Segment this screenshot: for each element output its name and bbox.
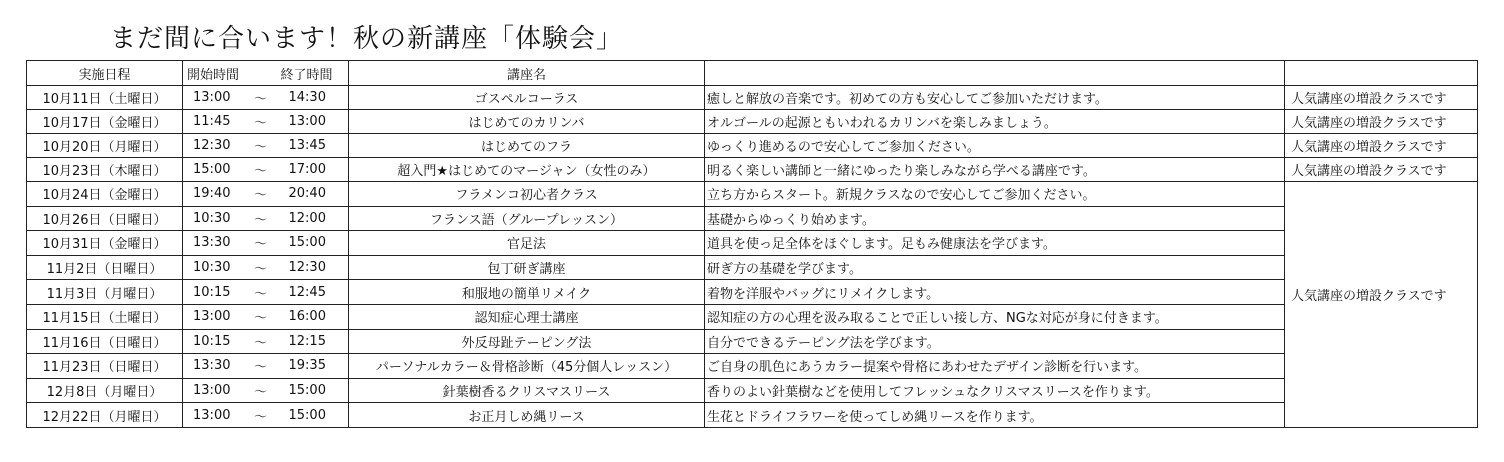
table-row bbox=[27, 182, 1478, 207]
start-time-cell: 13:00 bbox=[183, 403, 241, 428]
course-name-cell: フランス語（グループレッスン） bbox=[349, 206, 705, 231]
tilde-cell: 〜 bbox=[241, 255, 281, 280]
end-time-cell: 12:00 bbox=[281, 206, 349, 231]
date-cell: 12月22日（月曜日） bbox=[27, 403, 183, 428]
start-time-cell: 19:40 bbox=[183, 182, 241, 207]
description-cell: 癒しと解放の音楽です。初めての方も安心してご参加いただけます。 bbox=[705, 86, 1285, 110]
end-time-cell: 12:30 bbox=[281, 255, 349, 280]
end-time-cell: 12:15 bbox=[281, 329, 349, 354]
description-cell: オルゴールの起源ともいわれるカリンバを楽しみましょう。 bbox=[705, 110, 1285, 134]
tilde-cell: 〜 bbox=[241, 304, 281, 329]
date-cell: 11月3日（月曜日） bbox=[27, 280, 183, 305]
start-time-cell: 15:00 bbox=[183, 158, 241, 182]
date-cell: 11月15日（土曜日） bbox=[27, 304, 183, 329]
description-cell: 香りのよい針葉樹などを使用してフレッシュなクリスマスリースを作ります。 bbox=[705, 378, 1285, 403]
start-time-cell: 11:45 bbox=[183, 110, 241, 134]
course-name-cell: 針葉樹香るクリスマスリース bbox=[349, 378, 705, 403]
description-cell: 道具を使っ足全体をほぐします。足もみ健康法を学びます。 bbox=[705, 231, 1285, 256]
tilde-cell: 〜 bbox=[241, 206, 281, 231]
end-time-cell: 16:00 bbox=[281, 304, 349, 329]
note-cell: 人気講座の増設クラスです bbox=[1285, 86, 1478, 110]
description-cell: ゆっくり進めるので安心してご参加ください。 bbox=[705, 134, 1285, 158]
description-cell: 認知症の方の心理を汲み取ることで正しい接し方、NGな対応が身に付きます。 bbox=[705, 304, 1285, 329]
start-time-cell: 12:30 bbox=[183, 134, 241, 158]
course-name-cell: 官足法 bbox=[349, 231, 705, 256]
description-cell: 研ぎ方の基礎を学びます。 bbox=[705, 255, 1285, 280]
table-row bbox=[27, 134, 1478, 158]
course-name-cell: パーソナルカラー＆骨格診断（45分個人レッスン） bbox=[349, 354, 705, 379]
header-date: 実施日程 bbox=[27, 61, 183, 86]
header-description bbox=[705, 61, 1285, 86]
tilde-cell: 〜 bbox=[241, 354, 281, 379]
end-time-cell: 15:00 bbox=[281, 231, 349, 256]
course-name-cell: 認知症心理士講座 bbox=[349, 304, 705, 329]
table-row bbox=[27, 378, 1478, 403]
start-time-cell: 10:15 bbox=[183, 280, 241, 305]
start-time-cell: 10:15 bbox=[183, 329, 241, 354]
table-row bbox=[27, 255, 1478, 280]
date-cell: 11月16日（日曜日） bbox=[27, 329, 183, 354]
start-time-cell: 13:00 bbox=[183, 86, 241, 110]
end-time-cell: 12:45 bbox=[281, 280, 349, 305]
description-cell: 生花とドライフラワーを使ってしめ縄リースを作ります。 bbox=[705, 403, 1285, 428]
table-row bbox=[27, 231, 1478, 256]
merged-note-cell bbox=[1285, 182, 1478, 428]
date-cell: 10月11日（土曜日） bbox=[27, 86, 183, 110]
date-cell: 11月23日（日曜日） bbox=[27, 354, 183, 379]
end-time-cell: 17:00 bbox=[281, 158, 349, 182]
date-cell: 10月23日（木曜日） bbox=[27, 158, 183, 182]
course-name-cell: 外反母趾テーピング法 bbox=[349, 329, 705, 354]
table-header-row bbox=[27, 61, 1478, 86]
end-time-cell: 19:35 bbox=[281, 354, 349, 379]
note-cell: 人気講座の増設クラスです bbox=[1285, 158, 1478, 182]
tilde-cell: 〜 bbox=[241, 403, 281, 428]
table-row bbox=[27, 354, 1478, 379]
schedule-table bbox=[26, 60, 1478, 428]
date-cell: 11月2日（日曜日） bbox=[27, 255, 183, 280]
tilde-cell: 〜 bbox=[241, 158, 281, 182]
table-row bbox=[27, 329, 1478, 354]
start-time-cell: 13:30 bbox=[183, 354, 241, 379]
start-time-cell: 13:00 bbox=[183, 378, 241, 403]
end-time-cell: 13:45 bbox=[281, 134, 349, 158]
table-row bbox=[27, 403, 1478, 428]
description-cell: 明るく楽しい講師と一緒にゆったり楽しみながら学べる講座です。 bbox=[705, 158, 1285, 182]
course-name-cell: お正月しめ縄リース bbox=[349, 403, 705, 428]
tilde-cell: 〜 bbox=[241, 110, 281, 134]
course-name-cell: はじめてのカリンバ bbox=[349, 110, 705, 134]
header-tilde bbox=[241, 61, 281, 86]
table-row bbox=[27, 206, 1478, 231]
start-time-cell: 10:30 bbox=[183, 206, 241, 231]
tilde-cell: 〜 bbox=[241, 134, 281, 158]
description-cell: 立ち方からスタート。新規クラスなので安心してご参加ください。 bbox=[705, 182, 1285, 207]
course-name-cell: はじめてのフラ bbox=[349, 134, 705, 158]
end-time-cell: 20:40 bbox=[281, 182, 349, 207]
end-time-cell: 14:30 bbox=[281, 86, 349, 110]
course-name-cell: ゴスペルコーラス bbox=[349, 86, 705, 110]
course-name-cell: 超入門★はじめてのマージャン（女性のみ） bbox=[349, 158, 705, 182]
tilde-cell: 〜 bbox=[241, 378, 281, 403]
date-cell: 10月26日（日曜日） bbox=[27, 206, 183, 231]
start-time-cell: 10:30 bbox=[183, 255, 241, 280]
date-cell: 10月31日（金曜日） bbox=[27, 231, 183, 256]
tilde-cell: 〜 bbox=[241, 231, 281, 256]
table-row bbox=[27, 280, 1478, 305]
tilde-cell: 〜 bbox=[241, 280, 281, 305]
header-end-time: 終了時間 bbox=[281, 61, 349, 86]
note-cell: 人気講座の増設クラスです bbox=[1285, 134, 1478, 158]
start-time-cell: 13:30 bbox=[183, 231, 241, 256]
date-cell: 10月20日（月曜日） bbox=[27, 134, 183, 158]
tilde-cell: 〜 bbox=[241, 182, 281, 207]
header-note bbox=[1285, 61, 1478, 86]
description-cell: 自分でできるテーピング法を学びます。 bbox=[705, 329, 1285, 354]
course-name-cell: 和服地の簡単リメイク bbox=[349, 280, 705, 305]
description-cell: ご自身の肌色にあうカラー提案や骨格にあわせたデザイン診断を行います。 bbox=[705, 354, 1285, 379]
course-name-cell: 包丁研ぎ講座 bbox=[349, 255, 705, 280]
header-start-time: 開始時間 bbox=[183, 61, 241, 86]
end-time-cell: 15:00 bbox=[281, 403, 349, 428]
table-row bbox=[27, 304, 1478, 329]
date-cell: 12月8日（月曜日） bbox=[27, 378, 183, 403]
course-name-cell: フラメンコ初心者クラス bbox=[349, 182, 705, 207]
tilde-cell: 〜 bbox=[241, 86, 281, 110]
page-title: まだ間に合います！秋の新講座「体験会」 bbox=[110, 24, 624, 54]
note-cell: 人気講座の増設クラスです bbox=[1285, 110, 1478, 134]
start-time-cell: 13:00 bbox=[183, 304, 241, 329]
merged-note-text: 人気講座の増設クラスです bbox=[1291, 289, 1447, 304]
date-cell: 10月24日（金曜日） bbox=[27, 182, 183, 207]
description-cell: 着物を洋服やバッグにリメイクします。 bbox=[705, 280, 1285, 305]
header-course-name: 講座名 bbox=[349, 61, 705, 86]
end-time-cell: 15:00 bbox=[281, 378, 349, 403]
date-cell: 10月17日（金曜日） bbox=[27, 110, 183, 134]
end-time-cell: 13:00 bbox=[281, 110, 349, 134]
table-row bbox=[27, 86, 1478, 110]
table-row bbox=[27, 110, 1478, 134]
description-cell: 基礎からゆっくり始めます。 bbox=[705, 206, 1285, 231]
tilde-cell: 〜 bbox=[241, 329, 281, 354]
table-row bbox=[27, 158, 1478, 182]
